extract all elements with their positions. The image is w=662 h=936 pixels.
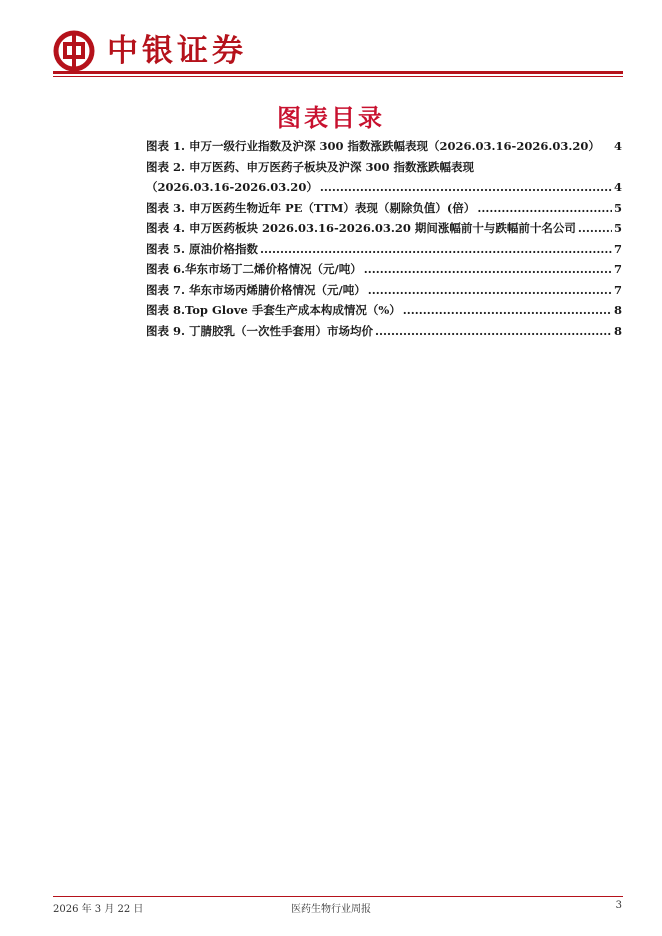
footer-date: 2026 年 3 月 22 日 [53,904,144,915]
toc-entry-label: 图表 6.华东市场丁二烯价格情况（元/吨） [146,262,362,276]
bank-of-china-logo-icon [53,30,95,72]
toc-entry-page: 7 [613,282,622,297]
toc-entry-label: 图表 5. 原油价格指数 [146,241,259,256]
toc-entry-page: 4 [613,139,622,153]
toc-entry-label: 图表 7. 华东市场丙烯腈价格情况（元/吨） [146,282,366,297]
toc-entry-label: 图表 4. 申万医药板块 2026.03.16-2026.03.20 期间涨幅前十与跌幅前十名公司 [146,221,576,235]
toc-leader-dots [375,321,612,342]
toc-entry[interactable] [146,218,622,239]
toc-entry-page: 7 [613,241,622,256]
toc-entry[interactable] [146,198,622,219]
toc-title: 图表目录 [277,104,385,132]
toc-entry-page: 5 [613,200,622,215]
toc-entry-label: 图表 9. 丁腈胶乳（一次性手套用）市场均价 [146,323,374,338]
toc-leader-dots [260,239,612,260]
toc-entry-label: （2026.03.16-2026.03.20） [146,180,318,194]
toc-entry[interactable] [146,280,622,301]
header-rule-thin [53,76,623,77]
toc-leader-dots [320,177,612,198]
toc-entry-page: 4 [613,180,622,194]
toc-entry[interactable] [146,136,622,157]
toc-entry[interactable] [146,300,622,321]
toc-entry-continuation[interactable] [146,177,622,198]
footer-report-name: 医药生物行业周报 [291,904,371,915]
toc-entry-label: 图表 1. 申万一级行业指数及沪深 300 指数涨跌幅表现（2026.03.16-2026.03.20） [146,139,600,153]
toc-entry[interactable] [146,321,622,342]
toc-entry-label: 图表 8.Top Glove 手套生产成本构成情况（%） [146,303,401,317]
toc-leader-dots [368,280,612,301]
toc-leader-dots [477,198,612,219]
toc-leader-dots [403,300,612,321]
toc-leader-dots [578,218,612,239]
toc-entry-label: 图表 2. 申万医药、申万医药子板块及沪深 300 指数涨跌幅表现 [146,159,475,174]
toc-list [146,136,622,341]
toc-entry-label: 图表 3. 申万医药生物近年 PE（TTM）表现（剔除负值）(倍） [146,200,476,215]
toc-entry[interactable] [146,259,622,280]
footer-rule [53,896,623,897]
toc-leader-dots [364,259,612,280]
toc-entry-page: 8 [613,323,622,338]
toc-entry-page: 5 [613,221,622,235]
toc-entry[interactable] [146,239,622,260]
toc-entry-page: 8 [613,303,622,317]
header-rule [53,71,623,74]
toc-entry[interactable] [146,157,622,178]
footer-page-number: 3 [615,900,622,911]
page-header [53,30,623,72]
brand-name: 中银证券 [107,33,247,69]
toc-entry-page: 7 [613,262,622,276]
